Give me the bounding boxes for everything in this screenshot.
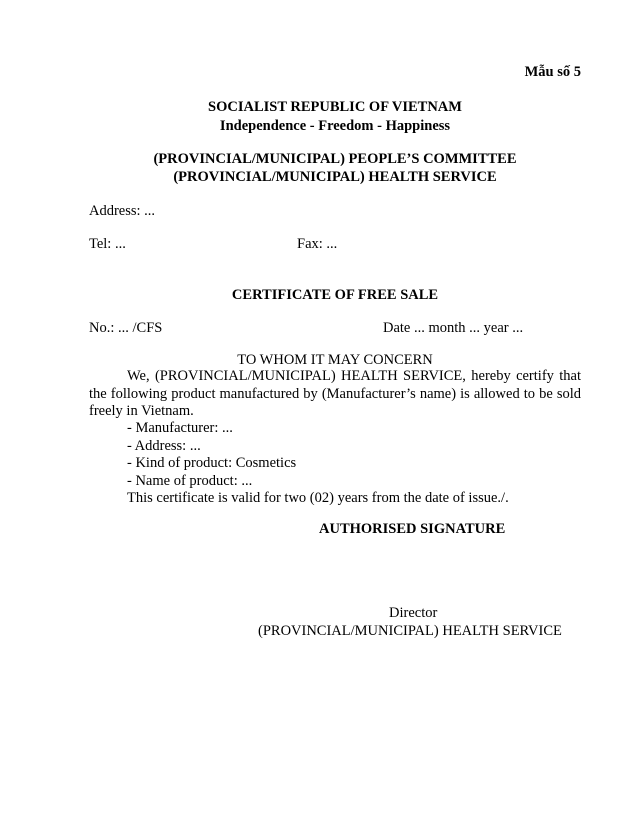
certificate-date: Date ... month ... year ... [383, 320, 524, 336]
certification-paragraph: We, (PROVINCIAL/MUNICIPAL) HEALTH SERVICE, hereby certify that the following product manufactured by (Manufacturer’s name) is allowed to be sold freely in Vietnam. [89, 368, 581, 419]
signature-label: AUTHORISED SIGNATURE [319, 521, 506, 537]
form-number: Mẫu số 5 [524, 64, 581, 80]
list-item-name-of-product: - Name of product: ... [127, 472, 253, 489]
fax-line: Fax: ... [297, 236, 338, 252]
list-item-manufacturer: - Manufacturer: ... [127, 420, 233, 436]
salutation: TO WHOM IT MAY CONCERN [237, 352, 433, 368]
signatory-organization: (PROVINCIAL/MUNICIPAL) HEALTH SERVICE [258, 623, 562, 639]
list-item-kind-of-product: - Kind of product: Cosmetics [127, 455, 297, 471]
tel-line: Tel: ... [89, 236, 126, 252]
product-details-list [127, 420, 509, 508]
list-item-address: - Address: ... [127, 437, 201, 454]
address-line: Address: ... [89, 203, 156, 219]
nation-heading: SOCIALIST REPUBLIC OF VIETNAM [208, 99, 462, 115]
signatory-title: Director [389, 605, 438, 621]
certificate-number: No.: ... /CFS [89, 320, 163, 336]
committee-heading: (PROVINCIAL/MUNICIPAL) PEOPLE’S COMMITTEE [153, 151, 517, 167]
health-service-heading: (PROVINCIAL/MUNICIPAL) HEALTH SERVICE [173, 169, 497, 185]
validity-statement: This certificate is valid for two (02) years from the date of issue./. [127, 490, 509, 506]
national-motto: Independence - Freedom - Happiness [219, 118, 451, 134]
certificate-title: CERTIFICATE OF FREE SALE [231, 287, 439, 303]
